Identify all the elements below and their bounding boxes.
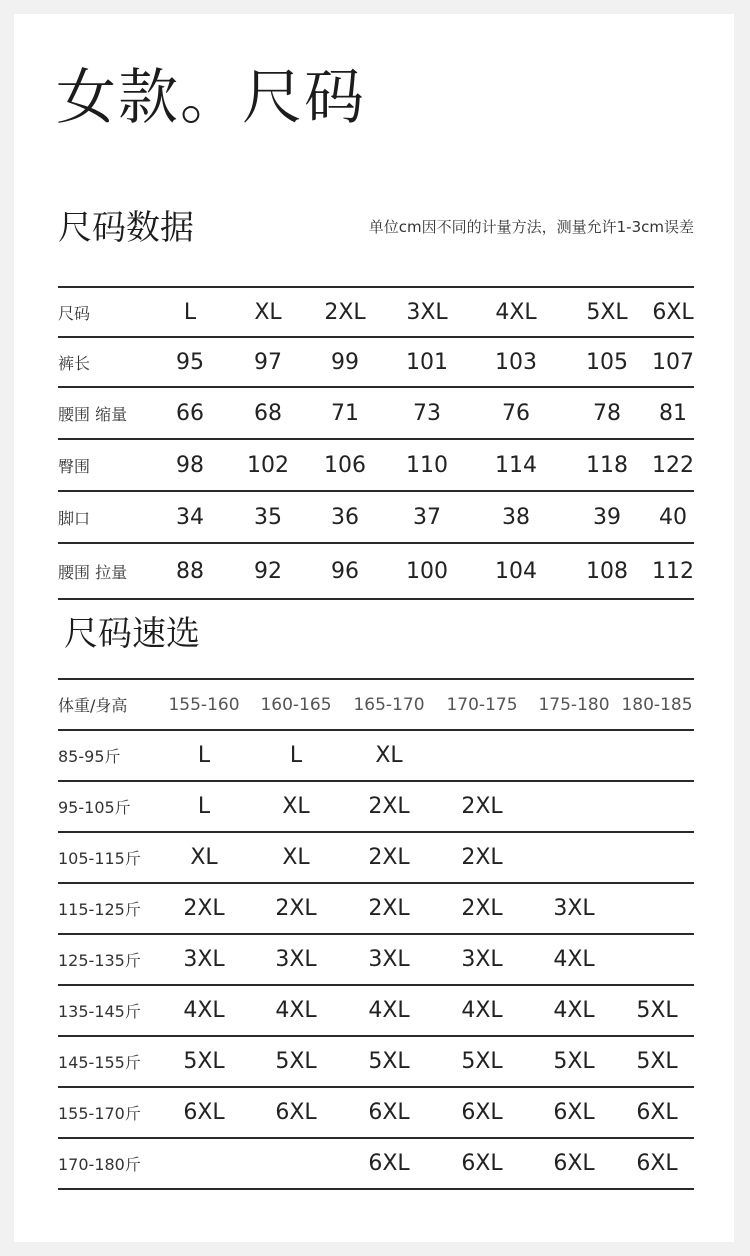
size-header-cell: 3XL: [384, 287, 470, 337]
weight-range-label: 170-180斤: [58, 1138, 158, 1189]
recommended-size-cell: 5XL: [620, 985, 694, 1036]
row-label: 腰围 缩量: [58, 387, 150, 439]
recommended-size-cell: 6XL: [436, 1138, 528, 1189]
recommended-size-cell: 6XL: [436, 1087, 528, 1138]
measurement-cell: 78: [562, 387, 652, 439]
weight-range-label: 125-135斤: [58, 934, 158, 985]
recommended-size-cell: 4XL: [528, 985, 620, 1036]
measurement-cell: 36: [306, 491, 384, 543]
size-header-row: [58, 287, 694, 337]
recommended-size-cell: 5XL: [528, 1036, 620, 1087]
measurement-cell: 38: [470, 491, 562, 543]
page-title: 女款。尺码: [56, 63, 366, 133]
quick-select-heading: 尺码速选: [64, 614, 200, 654]
quick-select-row: [58, 832, 694, 883]
measurement-cell: 106: [306, 439, 384, 491]
quick-select-row: [58, 730, 694, 781]
quick-select-row: [58, 1087, 694, 1138]
recommended-size-cell: L: [250, 730, 342, 781]
recommended-size-cell: 4XL: [528, 934, 620, 985]
recommended-size-cell: 6XL: [250, 1087, 342, 1138]
recommended-size-cell: L: [158, 781, 250, 832]
measurement-cell: 96: [306, 543, 384, 599]
row-label: 脚口: [58, 491, 150, 543]
weight-range-label: 135-145斤: [58, 985, 158, 1036]
measurement-cell: 68: [230, 387, 306, 439]
row-label: 臀围: [58, 439, 150, 491]
recommended-size-cell: 2XL: [342, 832, 436, 883]
size-header-cell: 5XL: [562, 287, 652, 337]
measurement-cell: 98: [150, 439, 230, 491]
quick-select-row: [58, 1036, 694, 1087]
height-range-cell: 155-160: [158, 679, 250, 730]
weight-range-label: 115-125斤: [58, 883, 158, 934]
row-label: 腰围 拉量: [58, 543, 150, 599]
size-data-row: [58, 491, 694, 543]
quick-select-header-row: [58, 679, 694, 730]
recommended-size-cell: 5XL: [250, 1036, 342, 1087]
measurement-cell: 104: [470, 543, 562, 599]
recommended-size-cell: XL: [250, 832, 342, 883]
recommended-size-cell: [620, 934, 694, 985]
measurement-cell: 114: [470, 439, 562, 491]
measurement-cell: 40: [652, 491, 694, 543]
row-label: 裤长: [58, 337, 150, 387]
recommended-size-cell: 2XL: [436, 832, 528, 883]
recommended-size-cell: 5XL: [158, 1036, 250, 1087]
measurement-cell: 100: [384, 543, 470, 599]
recommended-size-cell: 3XL: [528, 883, 620, 934]
measurement-cell: 105: [562, 337, 652, 387]
measurement-cell: 81: [652, 387, 694, 439]
quick-select-row: [58, 934, 694, 985]
recommended-size-cell: [528, 832, 620, 883]
recommended-size-cell: [528, 730, 620, 781]
recommended-size-cell: 2XL: [250, 883, 342, 934]
recommended-size-cell: 4XL: [250, 985, 342, 1036]
measurement-cell: 101: [384, 337, 470, 387]
size-data-row: [58, 439, 694, 491]
recommended-size-cell: XL: [250, 781, 342, 832]
recommended-size-cell: XL: [342, 730, 436, 781]
weight-range-label: 95-105斤: [58, 781, 158, 832]
recommended-size-cell: [620, 730, 694, 781]
height-range-cell: 170-175: [436, 679, 528, 730]
recommended-size-cell: 6XL: [342, 1087, 436, 1138]
measurement-cell: 34: [150, 491, 230, 543]
size-data-row: [58, 337, 694, 387]
recommended-size-cell: 3XL: [342, 934, 436, 985]
quick-select-table: [58, 678, 694, 1190]
height-range-cell: 175-180: [528, 679, 620, 730]
height-range-cell: 160-165: [250, 679, 342, 730]
measurement-cell: 110: [384, 439, 470, 491]
recommended-size-cell: 2XL: [436, 883, 528, 934]
quick-select-row: [58, 883, 694, 934]
measurement-cell: 37: [384, 491, 470, 543]
recommended-size-cell: 3XL: [250, 934, 342, 985]
quick-select-row: [58, 781, 694, 832]
size-data-heading: 尺码数据: [58, 208, 194, 248]
recommended-size-cell: L: [158, 730, 250, 781]
weight-height-label: 体重/身高: [58, 679, 158, 730]
measurement-cell: 103: [470, 337, 562, 387]
measurement-cell: 122: [652, 439, 694, 491]
size-header-cell: XL: [230, 287, 306, 337]
quick-select-row: [58, 985, 694, 1036]
measurement-cell: 112: [652, 543, 694, 599]
measurement-cell: 76: [470, 387, 562, 439]
size-header-cell: 4XL: [470, 287, 562, 337]
size-data-row: [58, 543, 694, 599]
size-header-cell: L: [150, 287, 230, 337]
size-data-table: [58, 286, 694, 600]
recommended-size-cell: [250, 1138, 342, 1189]
recommended-size-cell: 5XL: [436, 1036, 528, 1087]
size-header-cell: 2XL: [306, 287, 384, 337]
measurement-cell: 88: [150, 543, 230, 599]
recommended-size-cell: 3XL: [158, 934, 250, 985]
measurement-cell: 92: [230, 543, 306, 599]
recommended-size-cell: 4XL: [436, 985, 528, 1036]
height-range-cell: 180-185: [620, 679, 694, 730]
measurement-cell: 71: [306, 387, 384, 439]
recommended-size-cell: 6XL: [620, 1087, 694, 1138]
measurement-cell: 39: [562, 491, 652, 543]
recommended-size-cell: 2XL: [342, 781, 436, 832]
recommended-size-cell: 5XL: [620, 1036, 694, 1087]
measurement-cell: 73: [384, 387, 470, 439]
recommended-size-cell: 6XL: [528, 1138, 620, 1189]
recommended-size-cell: 6XL: [158, 1087, 250, 1138]
measurement-cell: 102: [230, 439, 306, 491]
measurement-cell: 97: [230, 337, 306, 387]
measurement-cell: 95: [150, 337, 230, 387]
recommended-size-cell: XL: [158, 832, 250, 883]
recommended-size-cell: 2XL: [436, 781, 528, 832]
recommended-size-cell: 4XL: [158, 985, 250, 1036]
recommended-size-cell: 6XL: [528, 1087, 620, 1138]
measurement-note: 单位cm因不同的计量方法，测量允许1-3cm误差: [368, 218, 694, 236]
recommended-size-cell: 6XL: [342, 1138, 436, 1189]
size-header-label: 尺码: [58, 287, 150, 337]
weight-range-label: 105-115斤: [58, 832, 158, 883]
recommended-size-cell: [528, 781, 620, 832]
recommended-size-cell: 2XL: [158, 883, 250, 934]
weight-range-label: 145-155斤: [58, 1036, 158, 1087]
measurement-cell: 107: [652, 337, 694, 387]
weight-range-label: 85-95斤: [58, 730, 158, 781]
size-data-row: [58, 387, 694, 439]
weight-range-label: 155-170斤: [58, 1087, 158, 1138]
recommended-size-cell: [620, 883, 694, 934]
measurement-cell: 118: [562, 439, 652, 491]
recommended-size-cell: 3XL: [436, 934, 528, 985]
measurement-cell: 99: [306, 337, 384, 387]
height-range-cell: 165-170: [342, 679, 436, 730]
recommended-size-cell: 4XL: [342, 985, 436, 1036]
quick-select-row: [58, 1138, 694, 1189]
recommended-size-cell: [620, 781, 694, 832]
recommended-size-cell: [158, 1138, 250, 1189]
size-header-cell: 6XL: [652, 287, 694, 337]
recommended-size-cell: 5XL: [342, 1036, 436, 1087]
recommended-size-cell: 6XL: [620, 1138, 694, 1189]
measurement-cell: 108: [562, 543, 652, 599]
recommended-size-cell: [620, 832, 694, 883]
measurement-cell: 35: [230, 491, 306, 543]
recommended-size-cell: [436, 730, 528, 781]
recommended-size-cell: 2XL: [342, 883, 436, 934]
measurement-cell: 66: [150, 387, 230, 439]
